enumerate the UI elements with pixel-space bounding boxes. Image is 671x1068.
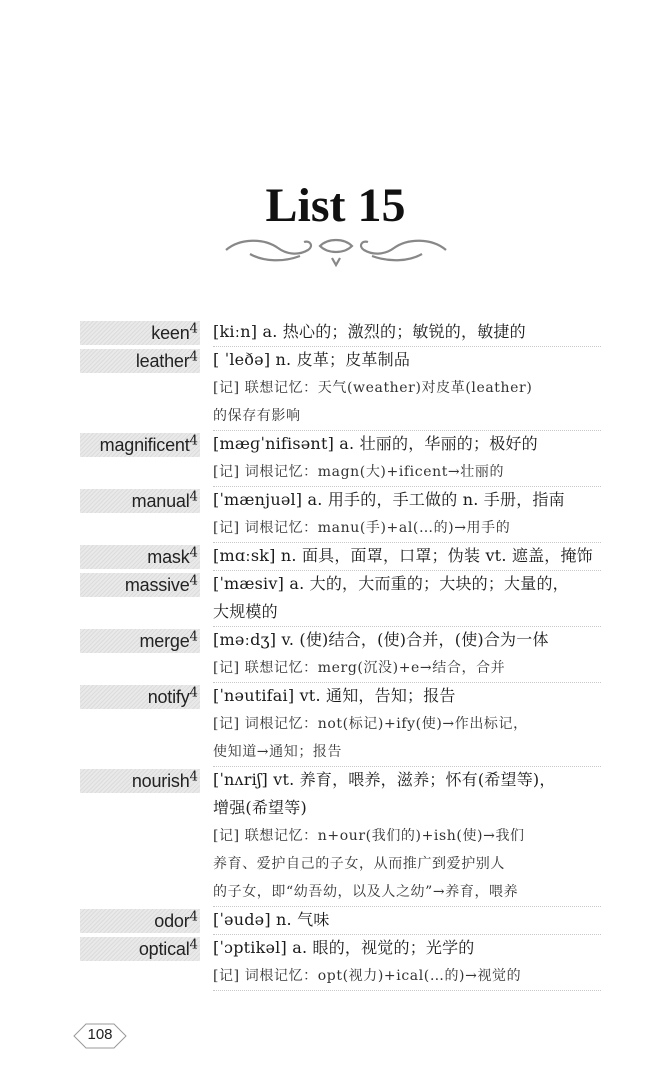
word-entry [0, 907, 671, 935]
headword-box [80, 545, 200, 569]
word-entry [0, 683, 671, 767]
headword: notify [147, 687, 190, 707]
headword-box [80, 433, 200, 457]
headword: manual [131, 491, 190, 511]
memory-tip-line: [记] 词根记忆：manu(手)+al(…的)→用手的 [213, 520, 511, 536]
headword: magnificent [99, 435, 190, 455]
headword: odor [154, 911, 190, 931]
definition-line: [ˈɔptikəl] a. 眼的，视觉的；光学的 [213, 938, 475, 957]
memory-tip-line: [记] 联想记忆：merg(沉没)+e→结合，合并 [213, 660, 506, 676]
headword: optical [138, 939, 190, 959]
definition-line: [ ˈleðə] n. 皮革；皮革制品 [213, 350, 411, 369]
word-entry [0, 487, 671, 543]
headword: mask [147, 547, 190, 567]
word-entry [0, 571, 671, 627]
headword: leather [135, 351, 190, 371]
ornament-divider [220, 232, 452, 268]
headword-box [80, 321, 200, 345]
word-level: 4 [189, 433, 198, 449]
definition-line: [mɑːsk] n. 面具，面罩，口罩；伪装 vt. 遮盖，掩饰 [213, 546, 593, 565]
word-entry [0, 431, 671, 487]
word-entry [0, 543, 671, 571]
word-level: 4 [189, 909, 198, 925]
definition-line: [mæɡˈnifisənt] a. 壮丽的，华丽的；极好的 [213, 434, 538, 453]
memory-tip-line: [记] 词根记忆：not(标记)+ify(使)→作出标记， [213, 716, 528, 732]
page-number: 108 [87, 1026, 113, 1043]
definition-line: [kiːn] a. 热心的；激烈的；敏锐的，敏捷的 [213, 322, 526, 341]
headword: keen [151, 323, 190, 343]
headword-box [80, 573, 200, 597]
definition-line: [ˈnəutifai] vt. 通知，告知；报告 [213, 686, 456, 705]
memory-tip-line: [记] 联想记忆：天气(weather)对皮革(leather) [213, 380, 533, 396]
headword-box [80, 629, 200, 653]
word-entry [0, 767, 671, 907]
entry-divider [213, 990, 601, 991]
definition-line: [məːdʒ] v. (使)结合，(使)合并，(使)合为一体 [213, 630, 549, 649]
definition-line: [ˈnʌriʃ] vt. 养育，喂养，滋养；怀有(希望等)， [213, 770, 556, 789]
word-level: 4 [189, 769, 198, 785]
definition-line: 的保存有影响 [213, 408, 301, 424]
word-level: 4 [189, 321, 198, 337]
definition-line: 大规模的 [213, 602, 278, 621]
headword: nourish [131, 771, 190, 791]
page-number-badge [72, 1022, 128, 1050]
definition-line: 使知道→通知；报告 [213, 744, 343, 760]
word-level: 4 [189, 685, 198, 701]
word-level: 4 [189, 489, 198, 505]
headword: merge [139, 631, 190, 651]
word-level: 4 [189, 629, 198, 645]
word-level: 4 [189, 937, 198, 953]
definition-line: [ˈəudə] n. 气味 [213, 910, 330, 929]
word-entry [0, 319, 671, 347]
word-level: 4 [189, 545, 198, 561]
headword-box [80, 685, 200, 709]
memory-tip-line: [记] 词根记忆：opt(视力)+ical(…的)→视觉的 [213, 968, 522, 984]
list-title: List 15 [265, 179, 406, 232]
definition-line: [ˈmæsiv] a. 大的，大而重的；大块的；大量的， [213, 574, 569, 593]
headword-box [80, 349, 200, 373]
definition-line: 的子女，即“幼吾幼，以及人之幼”→养育，喂养 [213, 884, 519, 900]
word-list [0, 319, 671, 991]
memory-tip-line: [记] 词根记忆：magn(大)+ificent→壮丽的 [213, 464, 505, 480]
definition-line: 养育、爱护自己的子女，从而推广到爱护别人 [213, 856, 505, 872]
headword-box [80, 909, 200, 933]
word-entry [0, 935, 671, 991]
headword: massive [124, 575, 190, 595]
definition-line: 增强(希望等) [213, 798, 307, 817]
word-level: 4 [189, 573, 198, 589]
word-entry [0, 627, 671, 683]
memory-tip-line: [记] 联想记忆：n+our(我们的)+ish(使)→我们 [213, 828, 525, 844]
headword-box [80, 769, 200, 793]
headword-box [80, 937, 200, 961]
headword-box [80, 489, 200, 513]
word-level: 4 [189, 349, 198, 365]
word-entry [0, 347, 671, 431]
definition-line: [ˈmænjuəl] a. 用手的，手工做的 n. 手册，指南 [213, 490, 565, 509]
